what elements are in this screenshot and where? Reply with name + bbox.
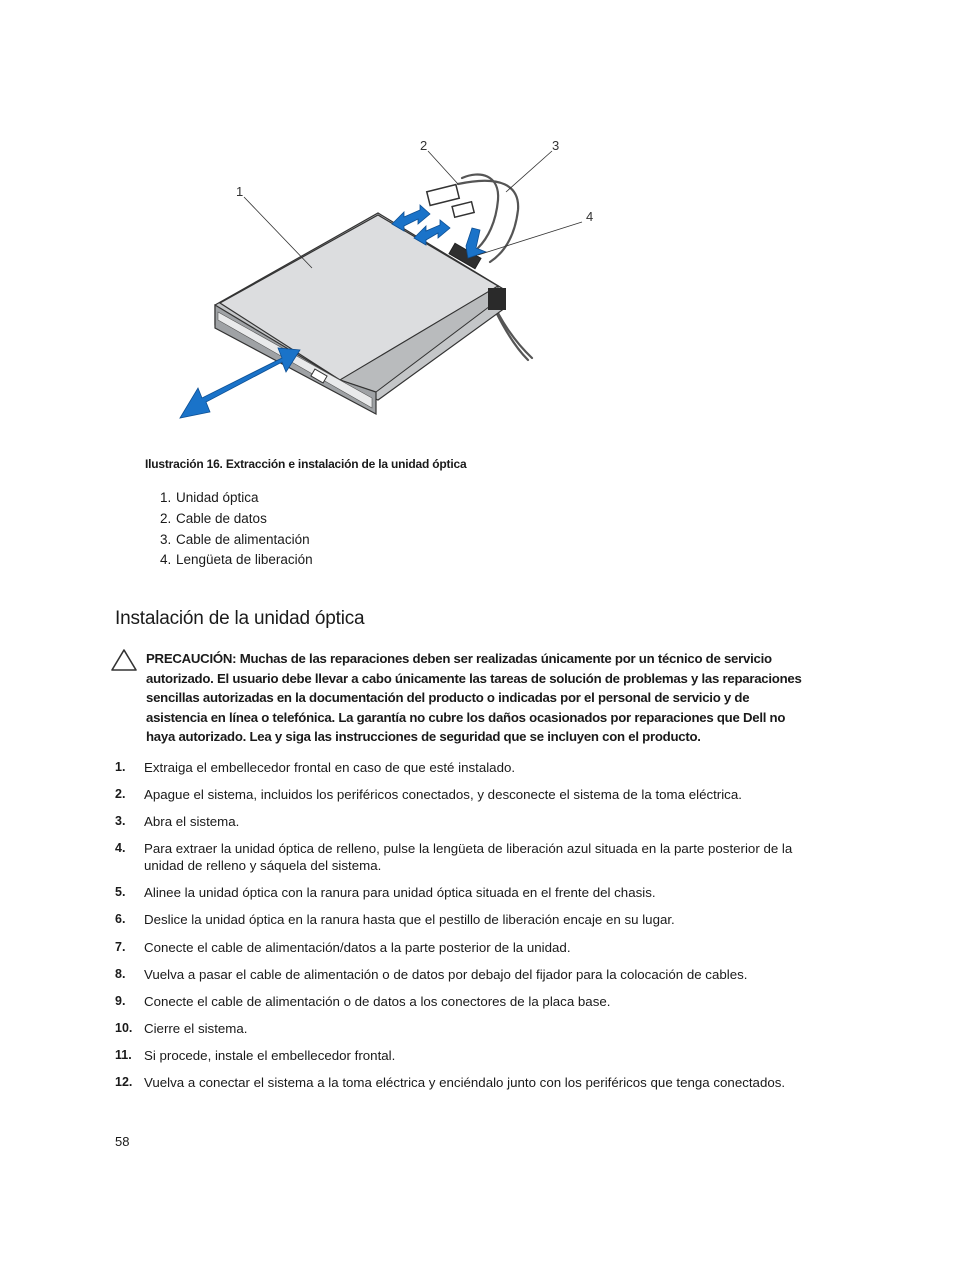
step-number: 6. bbox=[115, 912, 126, 927]
step-item bbox=[115, 1074, 805, 1091]
step-number: 1. bbox=[115, 760, 126, 774]
step-text: Extraiga el embellecedor frontal en caso de que esté instalado. bbox=[144, 760, 516, 775]
step-item bbox=[115, 759, 805, 776]
section-title: Instalación de la unidad óptica bbox=[115, 608, 365, 629]
legend-item bbox=[160, 488, 313, 509]
step-text: Apague el sistema, incluidos los periféricos conectados, y desconecte el sistema de la toma eléctrica. bbox=[144, 787, 742, 803]
step-number: 4. bbox=[115, 841, 126, 856]
installation-steps bbox=[115, 759, 805, 1101]
step-number: 7. bbox=[115, 939, 126, 954]
callout-4: 4 bbox=[586, 209, 594, 224]
warning-triangle-icon bbox=[110, 648, 138, 672]
step-text: Para extraer la unidad óptica de relleno, pulse la lengüeta de liberación azul situada en la parte posterior de la unidad de relleno y sáquela del sistema. bbox=[144, 841, 793, 874]
step-text: Conecte el cable de alimentación/datos a la parte posterior de la unidad. bbox=[144, 939, 571, 955]
step-number: 12. bbox=[115, 1075, 133, 1090]
step-number: 2. bbox=[115, 787, 126, 802]
step-item bbox=[115, 786, 805, 803]
step-item bbox=[115, 813, 805, 830]
step-number: 5. bbox=[115, 885, 126, 900]
legend-label: Unidad óptica bbox=[176, 490, 259, 505]
legend-number: 4. bbox=[160, 552, 172, 568]
legend-number: 2. bbox=[160, 510, 172, 526]
step-item bbox=[115, 939, 805, 956]
legend-item bbox=[160, 530, 313, 551]
step-text: Cierre el sistema. bbox=[144, 1020, 248, 1036]
step-number: 8. bbox=[115, 966, 126, 981]
legend-label: Cable de datos bbox=[176, 510, 267, 526]
step-item bbox=[115, 840, 805, 874]
step-number: 10. bbox=[115, 1020, 133, 1035]
legend-label: Lengüeta de liberación bbox=[176, 552, 313, 568]
step-item bbox=[115, 993, 805, 1010]
step-item bbox=[115, 884, 805, 901]
step-text: Deslice la unidad óptica en la ranura hasta que el pestillo de liberación encaje en su lugar. bbox=[144, 912, 675, 928]
caution-notice: PRECAUCIÓN: Muchas de las reparaciones deben ser realizadas únicamente por un técnico de servicio autorizado. El usuario debe llevar a cabo únicamente las tareas de solución de problemas y las reparaciones sencillas autorizadas en la documentación del producto o indicadas por el personal de servicio y de asistencia en línea o telefónica. La garantía no cubre los daños ocasionados por reparaciones que Dell no haya autorizado. Lea y siga las instrucciones de seguridad que se incluyen con el producto. bbox=[146, 651, 802, 744]
step-item bbox=[115, 966, 805, 983]
page-number: 58 bbox=[115, 1134, 130, 1149]
legend-item bbox=[160, 509, 313, 530]
step-item bbox=[115, 911, 805, 928]
step-number: 3. bbox=[115, 814, 126, 829]
step-text: Si procede, instale el embellecedor frontal. bbox=[144, 1047, 396, 1063]
optical-drive-illustration bbox=[170, 128, 610, 428]
figure-legend bbox=[160, 488, 313, 571]
callout-2: 2 bbox=[420, 138, 428, 153]
legend-number: 3. bbox=[160, 531, 172, 547]
callout-1: 1 bbox=[236, 184, 244, 199]
step-text: Alinee la unidad óptica con la ranura para unidad óptica situada en el frente del chasis. bbox=[144, 885, 656, 901]
step-item bbox=[115, 1020, 805, 1037]
step-item bbox=[115, 1047, 805, 1064]
step-text: Vuelva a pasar el cable de alimentación o de datos por debajo del fijador para la colocación de cables. bbox=[144, 966, 748, 982]
figure-caption: Ilustración 16. Extracción e instalación de la unidad óptica bbox=[145, 457, 467, 471]
callout-3: 3 bbox=[552, 138, 560, 153]
step-number: 11. bbox=[115, 1047, 132, 1062]
legend-number: 1. bbox=[160, 490, 172, 505]
legend-item bbox=[160, 550, 313, 571]
legend-label: Cable de alimentación bbox=[176, 531, 310, 547]
step-text: Conecte el cable de alimentación o de datos a los conectores de la placa base. bbox=[144, 993, 611, 1009]
step-text: Vuelva a conectar el sistema a la toma eléctrica y enciéndalo junto con los periféricos que tenga conectados. bbox=[144, 1075, 786, 1091]
step-text: Abra el sistema. bbox=[144, 814, 240, 830]
step-number: 9. bbox=[115, 993, 126, 1008]
